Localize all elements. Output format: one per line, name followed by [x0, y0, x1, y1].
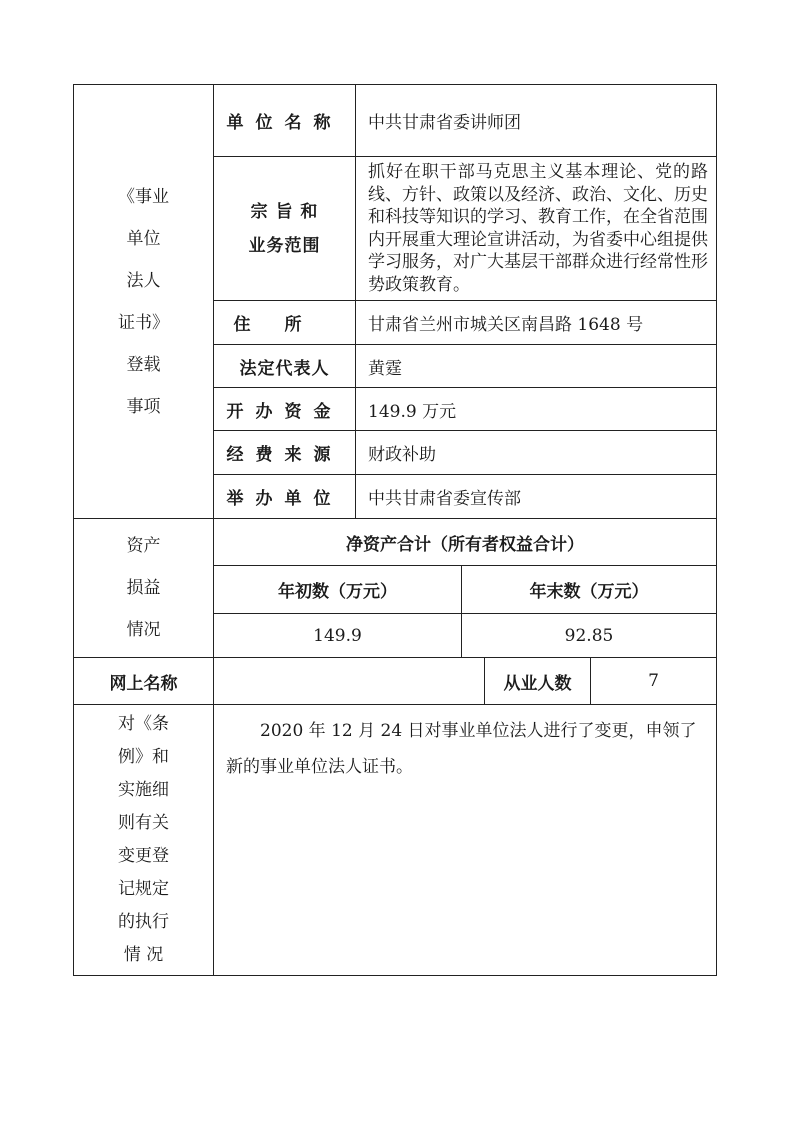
assets-label-line: 资产 — [126, 536, 161, 556]
section-label-line: 证书》 — [118, 312, 169, 333]
address-label: 住所 — [214, 301, 356, 345]
enforcement-label-line: 实施细 — [118, 780, 169, 800]
enforcement-text: 2020 年 12 月 24 日对事业单位法人进行了变更，申领了新的事业单位法人证书。 — [214, 705, 717, 976]
section-label-line: 《事业 — [118, 186, 169, 207]
capital-value: 149.9 万元 — [356, 388, 717, 431]
purpose-label-line: 宗 旨 和 — [250, 201, 319, 222]
section-label-line: 单位 — [126, 228, 161, 249]
unit-name-row — [74, 85, 717, 157]
assets-label-line: 情况 — [126, 620, 161, 640]
legal-representative-value: 黄霆 — [356, 345, 717, 388]
enforcement-label-line: 记规定 — [118, 879, 169, 899]
enforcement-label-line: 的执行 — [118, 912, 169, 932]
enforcement-label-line: 对《条 — [118, 714, 169, 734]
employees-value: 7 — [591, 658, 717, 705]
section-label-line: 登载 — [126, 354, 161, 375]
purpose-label — [214, 157, 356, 301]
funding-source-label: 经费来源 — [214, 431, 356, 475]
enforcement-label-line: 则有关 — [118, 813, 169, 833]
enforcement-row — [74, 705, 717, 976]
net-assets-header: 净资产合计（所有者权益合计） — [214, 519, 717, 566]
funding-source-value: 财政补助 — [356, 431, 717, 475]
purpose-label-line: 业务范围 — [248, 235, 321, 256]
year-start-label: 年初数（万元） — [214, 566, 462, 614]
online-name-row — [74, 658, 717, 705]
assets-header-row — [74, 519, 717, 566]
section-label-line: 事项 — [126, 396, 161, 417]
employees-label: 从业人数 — [485, 658, 591, 705]
unit-name-value: 中共甘肃省委讲师团 — [356, 85, 717, 157]
address-value: 甘肃省兰州市城关区南昌路 1648 号 — [356, 301, 717, 345]
sponsor-label: 举办单位 — [214, 475, 356, 519]
assets-section-label — [74, 519, 214, 658]
assets-label-line: 损益 — [126, 578, 161, 598]
sponsor-value: 中共甘肃省委宣传部 — [356, 475, 717, 519]
online-name-value — [214, 658, 485, 705]
section-label-line: 法人 — [126, 270, 161, 291]
purpose-value: 抓好在职干部马克思主义基本理论、党的路线、方针、政策以及经济、政治、文化、历史和科技等知识的学习、教育工作，在全省范围内开展重大理论宣讲活动，为省委中心组提供学习服务，对广大基层干部群众进行经常性形势政策教育。 — [356, 157, 717, 301]
registration-form-table — [73, 84, 717, 976]
year-end-value: 92.85 — [462, 614, 717, 658]
enforcement-section-label — [74, 705, 214, 976]
year-end-label: 年末数（万元） — [462, 566, 717, 614]
online-name-label: 网上名称 — [74, 658, 214, 705]
legal-representative-label: 法定代表人 — [214, 345, 356, 388]
enforcement-label-line: 情 况 — [123, 945, 164, 965]
enforcement-label-line: 例》和 — [118, 747, 169, 767]
enforcement-label-line: 变更登 — [118, 846, 169, 866]
certificate-items-section-label — [74, 85, 214, 519]
capital-label: 开办资金 — [214, 388, 356, 431]
unit-name-label: 单位名称 — [214, 85, 356, 157]
year-start-value: 149.9 — [214, 614, 462, 658]
